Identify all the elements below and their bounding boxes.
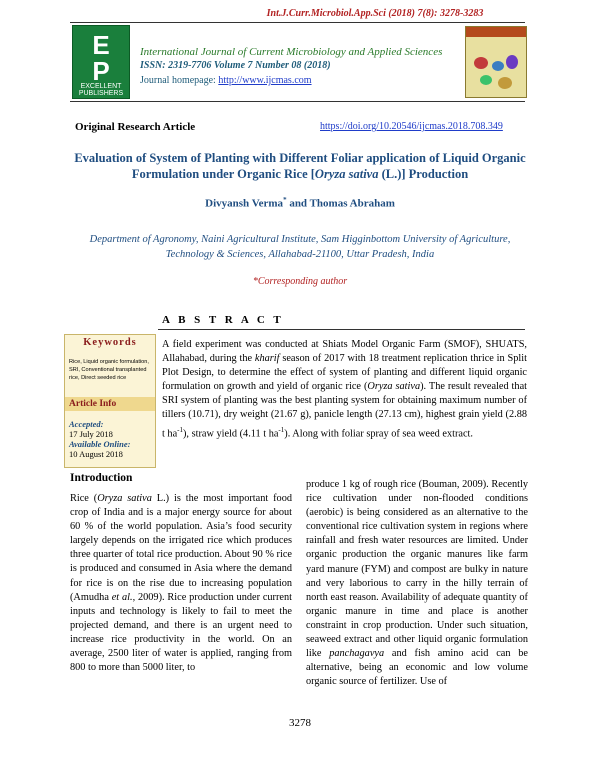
article-type: Original Research Article bbox=[75, 121, 196, 133]
article-title: Evaluation of System of Planting with Different Foliar application of Liquid Organic Formulation under Organic Rice [Oryza sativa (L.)] Production bbox=[74, 151, 526, 181]
header-rule-top bbox=[70, 22, 525, 23]
keywords-heading: Keywords bbox=[83, 337, 137, 348]
header-rule-bottom bbox=[70, 101, 525, 102]
introduction-column-right: produce 1 kg of rough rice (Bouman, 2009). Recently rice cultivation under non-flooded conditions (aerobic) is being considered as an alternative to the conventional rice cultivation system in regions where rainfall and fresh water resources are limited. Under organic production the organic manures like farm yard manure (FYM) and compost are bulky in nature and very laborious to carry in the hilly terrain of north east reason. Availability of adequate quantity of organic manure in time and place is another constraint in crop production. Under such situation, seaweed extract and other liquid organic formulation like panchagavya and fish amino acid can be alternative, being an economic and low volume organic source of fertilizer. Use of bbox=[306, 479, 528, 688]
journal-homepage: Journal homepage: http://www.ijcmas.com bbox=[140, 75, 312, 86]
keywords-list: Rice, Liquid organic formulation, SRI, Conventional transplanted rice, Direct seeded rice bbox=[69, 359, 149, 381]
doi-link[interactable]: https://doi.org/10.20546/ijcmas.2018.708.349 bbox=[320, 121, 503, 132]
issn-line: ISSN: 2319-7706 Volume 7 Number 08 (2018) bbox=[140, 60, 331, 71]
introduction-column-left: Rice (Oryza sativa L.) is the most important food crop of India and is a major energy source for about 60 % of the world population. Asia’s food security largely depends on the irrigated rice which produces three quarter of total rice production. About 90 % rice is produced and consumed in Asia where the demand for rice is on the rise due to increasing population (Amudha et al., 2009). Rice production under current inputs and technology is likely to fail to meet the projected demand, and there is an urgent need to increase rice productivity in the world. On an average, 2500 liter of water is applied, ranging from 800 to more than 5000 liter, to bbox=[70, 493, 293, 674]
abstract-text: A field experiment was conducted at Shiats Model Organic Farm (SMOF), SHUATS, Allahabad, during the kharif season of 2017 with 18 treatment replication thrice in Split Plot Design, to determine the effect of system of planting and different liquid organic formulation on growth and yield of organic rice (Oryza sativa). The result revealed that SRI system of planting was the best planting system for obtaining maximum number of tillers (10.71), dry weight (21.67 g), panicle length (27.13 cm), highest grain yield (2.88 t $ha^{-1}$), straw yield (4.11 t $ha^{-1}$). Along with foliar spray of sea weed extract. bbox=[162, 339, 527, 439]
journal-reference: Int.J.Curr.Microbiol.App.Sci (2018) 7(8): 3278-3283 bbox=[266, 8, 484, 19]
introduction-heading: Introduction bbox=[70, 472, 133, 484]
page-number: 3278 bbox=[289, 717, 311, 729]
keywords-sidebar bbox=[64, 334, 156, 468]
article-info: Accepted: 17 July 2018 Available Online: 10 August 2018 bbox=[69, 419, 131, 459]
affiliation: Department of Agronomy, Naini Agricultural Institute, Sam Higginbottom University of Agriculture, Technology & Sciences, Allahabad-21100, Uttar Pradesh, India bbox=[89, 234, 511, 260]
article-info-heading: Article Info bbox=[65, 397, 155, 411]
abstract-rule bbox=[158, 329, 525, 330]
authors: Divyansh Verma* and Thomas Abraham bbox=[205, 196, 395, 210]
publisher-logo: E P EXCELLENT PUBLISHERS bbox=[72, 25, 130, 99]
journal-title: International Journal of Current Microbiology and Applied Sciences bbox=[140, 46, 443, 58]
abstract-heading: A B S T R A C T bbox=[162, 314, 284, 326]
journal-cover-image bbox=[465, 26, 527, 98]
corresponding-author: *Corresponding author bbox=[252, 276, 348, 287]
homepage-link[interactable]: http://www.ijcmas.com bbox=[218, 75, 312, 86]
